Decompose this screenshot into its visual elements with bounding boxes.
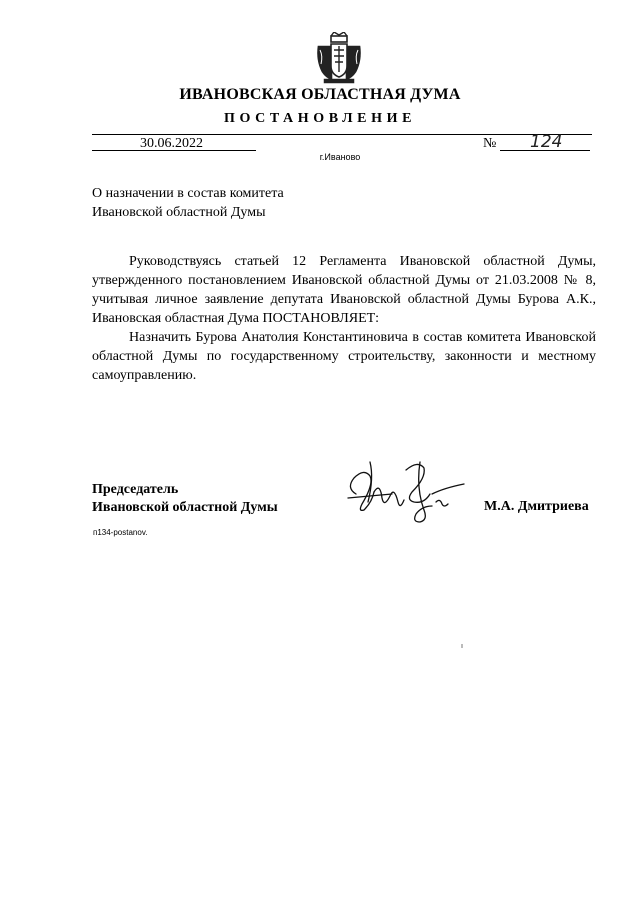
document-subject (92, 184, 284, 222)
body-paragraph: Назначить Бурова Анатолия Константиновича в состав комитета Ивановской областной Думы по государственному строительству, законности и местному самоуправлению. (92, 330, 596, 383)
handwritten-signature (340, 458, 472, 526)
organization-title: ИВАНОВСКАЯ ОБЛАСТНАЯ ДУМА (179, 86, 461, 103)
number-underline (500, 150, 590, 151)
document-number: 124 (530, 132, 563, 152)
subject-line: Ивановской областной Думы (92, 205, 266, 220)
coat-of-arms-icon (314, 32, 364, 84)
document-body (92, 252, 596, 385)
document-city: г.Иваново (319, 152, 361, 162)
signatory-title (92, 481, 278, 517)
document-date: 30.06.2022 (140, 136, 203, 151)
number-label: № (483, 136, 497, 151)
signatory-title-line: Председатель (92, 482, 179, 497)
subject-line: О назначении в состав комитета (92, 186, 284, 201)
header-divider (92, 134, 592, 135)
signatory-name: М.А. Дмитриева (484, 499, 589, 514)
body-paragraph: Руководствуясь статьей 12 Регламента Ивановской областной Думы, утвержденного постановлением Ивановской областной Думы от 21.03.2008 № 8, учитывая личное заявление депутата Ивановской областной Думы Бурова А.К., Ивановская областная Дума ПОСТАНОВЛЯЕТ: (92, 254, 596, 326)
file-reference: п134-postanov. (93, 528, 148, 537)
signatory-title-line: Ивановской областной Думы (92, 500, 278, 515)
date-underline (92, 150, 256, 151)
document-type-title: ПОСТАНОВЛЕНИЕ (223, 111, 417, 126)
scan-speck (461, 644, 463, 648)
